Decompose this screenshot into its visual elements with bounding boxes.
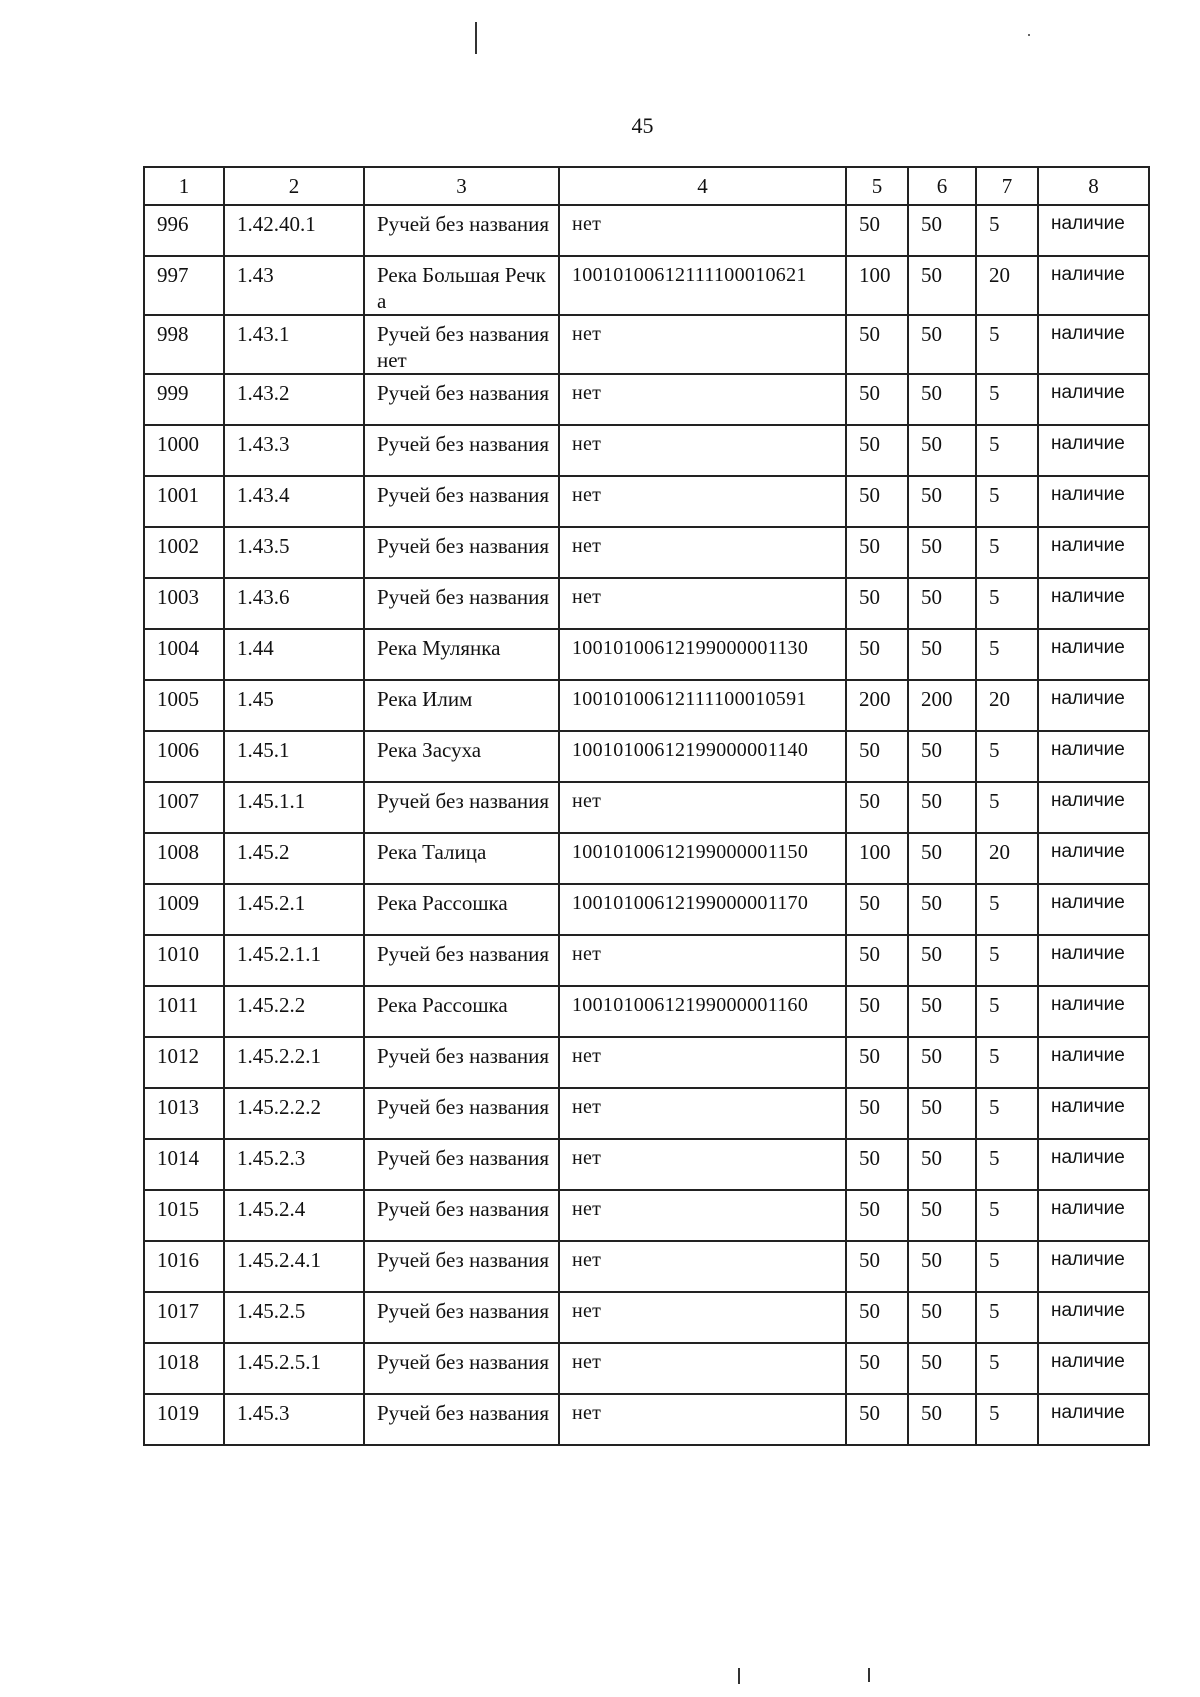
registry-code-cell: нет <box>559 476 846 527</box>
table-header-row <box>144 167 1149 205</box>
row-number-cell: 997 <box>144 256 224 315</box>
registry-code-cell: нет <box>559 1139 846 1190</box>
value-cell-7: 5 <box>976 935 1038 986</box>
table-row <box>144 731 1149 782</box>
value-cell-6: 50 <box>908 1292 976 1343</box>
row-number-cell: 1013 <box>144 1088 224 1139</box>
table-row <box>144 680 1149 731</box>
value-cell-5: 50 <box>846 476 908 527</box>
value-cell-5: 50 <box>846 1292 908 1343</box>
water-body-name-cell: Река Большая Речка <box>364 256 559 315</box>
row-number-cell: 1002 <box>144 527 224 578</box>
value-cell-5: 50 <box>846 1394 908 1445</box>
row-number-cell: 1017 <box>144 1292 224 1343</box>
value-cell-6: 50 <box>908 833 976 884</box>
status-cell: наличие <box>1038 731 1149 782</box>
status-cell: наличие <box>1038 884 1149 935</box>
column-header: 8 <box>1038 167 1149 205</box>
value-cell-6: 50 <box>908 731 976 782</box>
column-header: 7 <box>976 167 1038 205</box>
table-row <box>144 1343 1149 1394</box>
table-row <box>144 629 1149 680</box>
registry-code-cell: нет <box>559 578 846 629</box>
value-cell-7: 5 <box>976 884 1038 935</box>
value-cell-6: 50 <box>908 782 976 833</box>
registry-code-cell: нет <box>559 1190 846 1241</box>
value-cell-5: 50 <box>846 205 908 256</box>
status-cell: наличие <box>1038 578 1149 629</box>
water-body-name-cell: Ручей без названия <box>364 1292 559 1343</box>
row-number-cell: 1014 <box>144 1139 224 1190</box>
registry-code-cell: 10010100612111100010591 <box>559 680 846 731</box>
code-cell: 1.45.3 <box>224 1394 364 1445</box>
value-cell-7: 5 <box>976 527 1038 578</box>
row-number-cell: 1001 <box>144 476 224 527</box>
table-body <box>144 205 1149 1445</box>
registry-code-cell: нет <box>559 1292 846 1343</box>
table-row <box>144 425 1149 476</box>
code-cell: 1.45.2.2.1 <box>224 1037 364 1088</box>
value-cell-7: 20 <box>976 256 1038 315</box>
table-row <box>144 1088 1149 1139</box>
value-cell-6: 50 <box>908 578 976 629</box>
table-row <box>144 935 1149 986</box>
value-cell-5: 50 <box>846 731 908 782</box>
registry-code-cell: 10010100612199000001170 <box>559 884 846 935</box>
value-cell-7: 5 <box>976 986 1038 1037</box>
value-cell-7: 5 <box>976 1343 1038 1394</box>
registry-code-cell: 10010100612199000001160 <box>559 986 846 1037</box>
value-cell-7: 5 <box>976 1088 1038 1139</box>
value-cell-6: 50 <box>908 935 976 986</box>
value-cell-5: 50 <box>846 884 908 935</box>
registry-code-cell: нет <box>559 374 846 425</box>
status-cell: наличие <box>1038 476 1149 527</box>
table-row <box>144 884 1149 935</box>
row-number-cell: 1008 <box>144 833 224 884</box>
status-cell: наличие <box>1038 1394 1149 1445</box>
value-cell-6: 50 <box>908 1343 976 1394</box>
value-cell-6: 50 <box>908 1190 976 1241</box>
value-cell-6: 200 <box>908 680 976 731</box>
registry-code-cell: нет <box>559 425 846 476</box>
column-header: 2 <box>224 167 364 205</box>
registry-code-cell: нет <box>559 1088 846 1139</box>
value-cell-5: 50 <box>846 629 908 680</box>
value-cell-5: 50 <box>846 782 908 833</box>
table-row <box>144 1037 1149 1088</box>
code-cell: 1.42.40.1 <box>224 205 364 256</box>
value-cell-6: 50 <box>908 315 976 374</box>
value-cell-5: 50 <box>846 1139 908 1190</box>
row-number-cell: 998 <box>144 315 224 374</box>
code-cell: 1.45.1 <box>224 731 364 782</box>
table-row <box>144 527 1149 578</box>
code-cell: 1.45.2.2 <box>224 986 364 1037</box>
water-body-name-cell: Река Засуха <box>364 731 559 782</box>
column-header: 1 <box>144 167 224 205</box>
value-cell-7: 5 <box>976 1394 1038 1445</box>
row-number-cell: 999 <box>144 374 224 425</box>
row-number-cell: 1018 <box>144 1343 224 1394</box>
status-cell: наличие <box>1038 1343 1149 1394</box>
water-body-name-cell: Ручей без названия <box>364 205 559 256</box>
value-cell-7: 5 <box>976 1139 1038 1190</box>
registry-code-cell: нет <box>559 935 846 986</box>
code-cell: 1.45.2.5 <box>224 1292 364 1343</box>
value-cell-6: 50 <box>908 476 976 527</box>
value-cell-7: 5 <box>976 205 1038 256</box>
row-number-cell: 1012 <box>144 1037 224 1088</box>
status-cell: наличие <box>1038 935 1149 986</box>
status-cell: наличие <box>1038 1241 1149 1292</box>
page-number: 45 <box>631 113 654 138</box>
value-cell-5: 100 <box>846 833 908 884</box>
column-header: 6 <box>908 167 976 205</box>
table-row <box>144 1241 1149 1292</box>
code-cell: 1.43 <box>224 256 364 315</box>
code-cell: 1.44 <box>224 629 364 680</box>
code-cell: 1.45.2.4 <box>224 1190 364 1241</box>
value-cell-5: 50 <box>846 315 908 374</box>
value-cell-5: 50 <box>846 425 908 476</box>
value-cell-7: 5 <box>976 1190 1038 1241</box>
scan-mark <box>1028 34 1030 36</box>
row-number-cell: 996 <box>144 205 224 256</box>
code-cell: 1.45.2.5.1 <box>224 1343 364 1394</box>
value-cell-7: 5 <box>976 1241 1038 1292</box>
code-cell: 1.45.2.2.2 <box>224 1088 364 1139</box>
value-cell-6: 50 <box>908 986 976 1037</box>
code-cell: 1.43.5 <box>224 527 364 578</box>
value-cell-5: 50 <box>846 374 908 425</box>
table-row <box>144 315 1149 374</box>
value-cell-6: 50 <box>908 1241 976 1292</box>
status-cell: наличие <box>1038 374 1149 425</box>
row-number-cell: 1006 <box>144 731 224 782</box>
code-cell: 1.45.1.1 <box>224 782 364 833</box>
status-cell: наличие <box>1038 205 1149 256</box>
row-number-cell: 1005 <box>144 680 224 731</box>
water-body-name-cell: Ручей без названия <box>364 374 559 425</box>
value-cell-6: 50 <box>908 1037 976 1088</box>
value-cell-7: 5 <box>976 374 1038 425</box>
value-cell-5: 50 <box>846 1343 908 1394</box>
status-cell: наличие <box>1038 1088 1149 1139</box>
registry-code-cell: нет <box>559 782 846 833</box>
row-number-cell: 1019 <box>144 1394 224 1445</box>
table-row <box>144 986 1149 1037</box>
value-cell-5: 50 <box>846 1088 908 1139</box>
row-number-cell: 1003 <box>144 578 224 629</box>
value-cell-5: 50 <box>846 986 908 1037</box>
value-cell-6: 50 <box>908 1139 976 1190</box>
water-body-name-cell: Река Илим <box>364 680 559 731</box>
registry-code-cell: нет <box>559 315 846 374</box>
value-cell-6: 50 <box>908 1394 976 1445</box>
status-cell: наличие <box>1038 256 1149 315</box>
value-cell-7: 5 <box>976 1037 1038 1088</box>
scan-mark <box>868 1668 870 1682</box>
status-cell: наличие <box>1038 425 1149 476</box>
status-cell: наличие <box>1038 1292 1149 1343</box>
water-body-name-cell: Река Рассошка <box>364 884 559 935</box>
registry-code-cell: нет <box>559 205 846 256</box>
code-cell: 1.43.6 <box>224 578 364 629</box>
water-body-name-cell: Река Мулянка <box>364 629 559 680</box>
value-cell-7: 5 <box>976 731 1038 782</box>
table-row <box>144 374 1149 425</box>
water-body-name-cell: Ручей без названия <box>364 527 559 578</box>
row-number-cell: 1016 <box>144 1241 224 1292</box>
table-row <box>144 1190 1149 1241</box>
value-cell-7: 5 <box>976 782 1038 833</box>
table-row <box>144 1139 1149 1190</box>
water-bodies-table <box>143 166 1150 1446</box>
registry-code-cell: 10010100612199000001150 <box>559 833 846 884</box>
code-cell: 1.45.2 <box>224 833 364 884</box>
code-cell: 1.43.1 <box>224 315 364 374</box>
water-body-name-cell: Ручей без названия <box>364 1037 559 1088</box>
value-cell-6: 50 <box>908 205 976 256</box>
scan-mark <box>738 1668 740 1684</box>
water-body-name-cell: Ручей без названия <box>364 1241 559 1292</box>
value-cell-7: 5 <box>976 629 1038 680</box>
water-body-name-cell: Ручей без названия <box>364 1394 559 1445</box>
column-header: 4 <box>559 167 846 205</box>
table-row <box>144 833 1149 884</box>
registry-code-cell: 10010100612199000001140 <box>559 731 846 782</box>
value-cell-6: 50 <box>908 629 976 680</box>
code-cell: 1.45.2.3 <box>224 1139 364 1190</box>
row-number-cell: 1000 <box>144 425 224 476</box>
code-cell: 1.45.2.1 <box>224 884 364 935</box>
water-body-name-cell: Ручей без названиянет <box>364 315 559 374</box>
status-cell: наличие <box>1038 1190 1149 1241</box>
row-number-cell: 1010 <box>144 935 224 986</box>
water-body-name-cell: Река Рассошка <box>364 986 559 1037</box>
table-row <box>144 476 1149 527</box>
value-cell-7: 5 <box>976 1292 1038 1343</box>
value-cell-5: 200 <box>846 680 908 731</box>
registry-code-cell: нет <box>559 1037 846 1088</box>
table-row <box>144 782 1149 833</box>
registry-code-cell: 10010100612199000001130 <box>559 629 846 680</box>
value-cell-6: 50 <box>908 256 976 315</box>
water-body-name-cell: Ручей без названия <box>364 476 559 527</box>
value-cell-7: 5 <box>976 578 1038 629</box>
table-row <box>144 1394 1149 1445</box>
status-cell: наличие <box>1038 680 1149 731</box>
value-cell-7: 5 <box>976 425 1038 476</box>
value-cell-5: 50 <box>846 1190 908 1241</box>
value-cell-5: 50 <box>846 527 908 578</box>
water-body-name-cell: Река Талица <box>364 833 559 884</box>
registry-code-cell: нет <box>559 1394 846 1445</box>
table-row <box>144 578 1149 629</box>
code-cell: 1.43.3 <box>224 425 364 476</box>
table-row <box>144 205 1149 256</box>
code-cell: 1.45.2.4.1 <box>224 1241 364 1292</box>
value-cell-6: 50 <box>908 884 976 935</box>
water-body-name-cell: Ручей без названия <box>364 782 559 833</box>
table-row <box>144 1292 1149 1343</box>
status-cell: наличие <box>1038 527 1149 578</box>
status-cell: наличие <box>1038 833 1149 884</box>
value-cell-6: 50 <box>908 1088 976 1139</box>
status-cell: наличие <box>1038 986 1149 1037</box>
value-cell-5: 50 <box>846 1241 908 1292</box>
table-row <box>144 256 1149 315</box>
status-cell: наличие <box>1038 315 1149 374</box>
water-body-name-cell: Ручей без названия <box>364 1190 559 1241</box>
code-cell: 1.45 <box>224 680 364 731</box>
value-cell-7: 5 <box>976 476 1038 527</box>
status-cell: наличие <box>1038 1139 1149 1190</box>
status-cell: наличие <box>1038 782 1149 833</box>
water-body-name-cell: Ручей без названия <box>364 578 559 629</box>
water-body-name-cell: Ручей без названия <box>364 935 559 986</box>
column-header: 5 <box>846 167 908 205</box>
row-number-cell: 1007 <box>144 782 224 833</box>
row-number-cell: 1015 <box>144 1190 224 1241</box>
value-cell-5: 50 <box>846 578 908 629</box>
value-cell-7: 20 <box>976 680 1038 731</box>
value-cell-5: 100 <box>846 256 908 315</box>
status-cell: наличие <box>1038 629 1149 680</box>
registry-code-cell: нет <box>559 527 846 578</box>
column-header: 3 <box>364 167 559 205</box>
row-number-cell: 1011 <box>144 986 224 1037</box>
code-cell: 1.43.2 <box>224 374 364 425</box>
value-cell-7: 20 <box>976 833 1038 884</box>
row-number-cell: 1009 <box>144 884 224 935</box>
value-cell-5: 50 <box>846 1037 908 1088</box>
registry-code-cell: 10010100612111100010621 <box>559 256 846 315</box>
status-cell: наличие <box>1038 1037 1149 1088</box>
registry-code-cell: нет <box>559 1343 846 1394</box>
scan-mark <box>475 22 477 54</box>
row-number-cell: 1004 <box>144 629 224 680</box>
value-cell-6: 50 <box>908 425 976 476</box>
value-cell-7: 5 <box>976 315 1038 374</box>
water-body-name-cell: Ручей без названия <box>364 1088 559 1139</box>
water-body-name-cell: Ручей без названия <box>364 425 559 476</box>
code-cell: 1.45.2.1.1 <box>224 935 364 986</box>
registry-code-cell: нет <box>559 1241 846 1292</box>
value-cell-5: 50 <box>846 935 908 986</box>
water-body-name-cell: Ручей без названия <box>364 1343 559 1394</box>
code-cell: 1.43.4 <box>224 476 364 527</box>
value-cell-6: 50 <box>908 374 976 425</box>
value-cell-6: 50 <box>908 527 976 578</box>
water-body-name-cell: Ручей без названия <box>364 1139 559 1190</box>
